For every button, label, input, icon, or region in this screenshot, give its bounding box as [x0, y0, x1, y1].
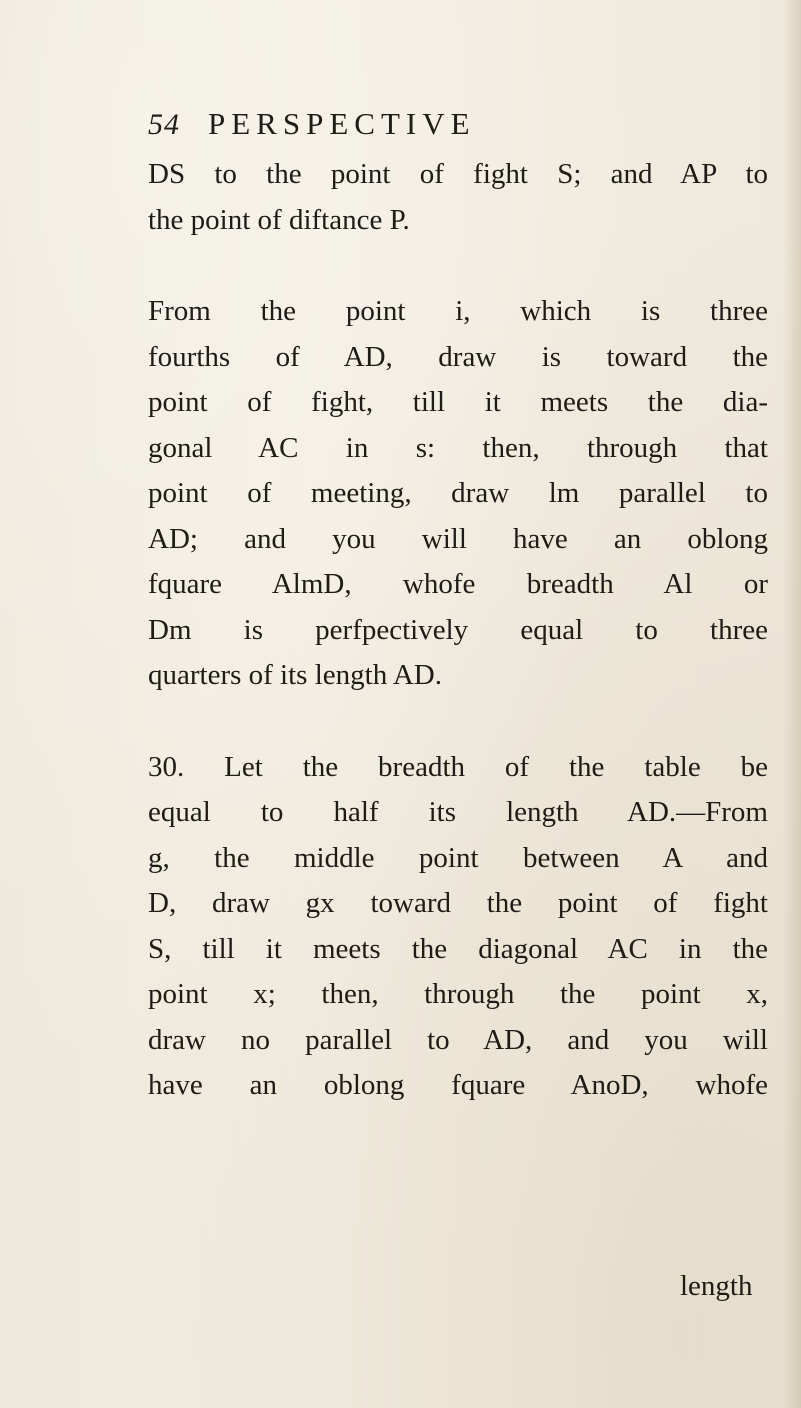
- text-line: the point of diftance P.: [148, 203, 410, 236]
- text-line: From the point i, which is three: [148, 295, 768, 327]
- text-line: quarters of its length AD.: [148, 659, 442, 691]
- text-line: fourths of AD, draw is toward the: [148, 340, 768, 373]
- text-line: fquare AlmD, whofe breadth Al or: [148, 568, 768, 600]
- text-line: point of fight, till it meets the dia-: [148, 386, 768, 418]
- text-line: point x; then, through the point x,: [148, 978, 768, 1010]
- paragraph-3: [148, 745, 768, 1109]
- text-line: draw no parallel to AD, and you will: [148, 1023, 768, 1056]
- page-number: 54: [148, 108, 180, 141]
- text-line: gonal AC in s: then, through that: [148, 431, 768, 464]
- paragraph-1: [148, 152, 768, 243]
- text-line: Dm is perfpectively equal to three: [148, 613, 768, 646]
- text-line: DS to the point of fight S; and AP to: [148, 158, 768, 190]
- text-line: equal to half its length AD.—From: [148, 796, 768, 828]
- text-line: D, draw gx toward the point of fight: [148, 887, 768, 919]
- text-line: S, till it meets the diagonal AC in the: [148, 932, 768, 965]
- text-line: 30. Let the breadth of the table be: [148, 750, 768, 783]
- page-header: [148, 106, 648, 146]
- catchword: length: [680, 1270, 753, 1302]
- text-line: AD; and you will have an oblong: [148, 522, 768, 555]
- text-line: have an oblong fquare AnoD, whofe: [148, 1069, 768, 1101]
- text-line: g, the middle point between A and: [148, 841, 768, 874]
- paragraph-2: [148, 289, 768, 699]
- text-line: point of meeting, draw lm parallel to: [148, 477, 768, 509]
- running-head: PERSPECTIVE: [208, 106, 476, 141]
- body-text: [148, 152, 768, 1109]
- page-edge-shadow: [783, 0, 801, 1408]
